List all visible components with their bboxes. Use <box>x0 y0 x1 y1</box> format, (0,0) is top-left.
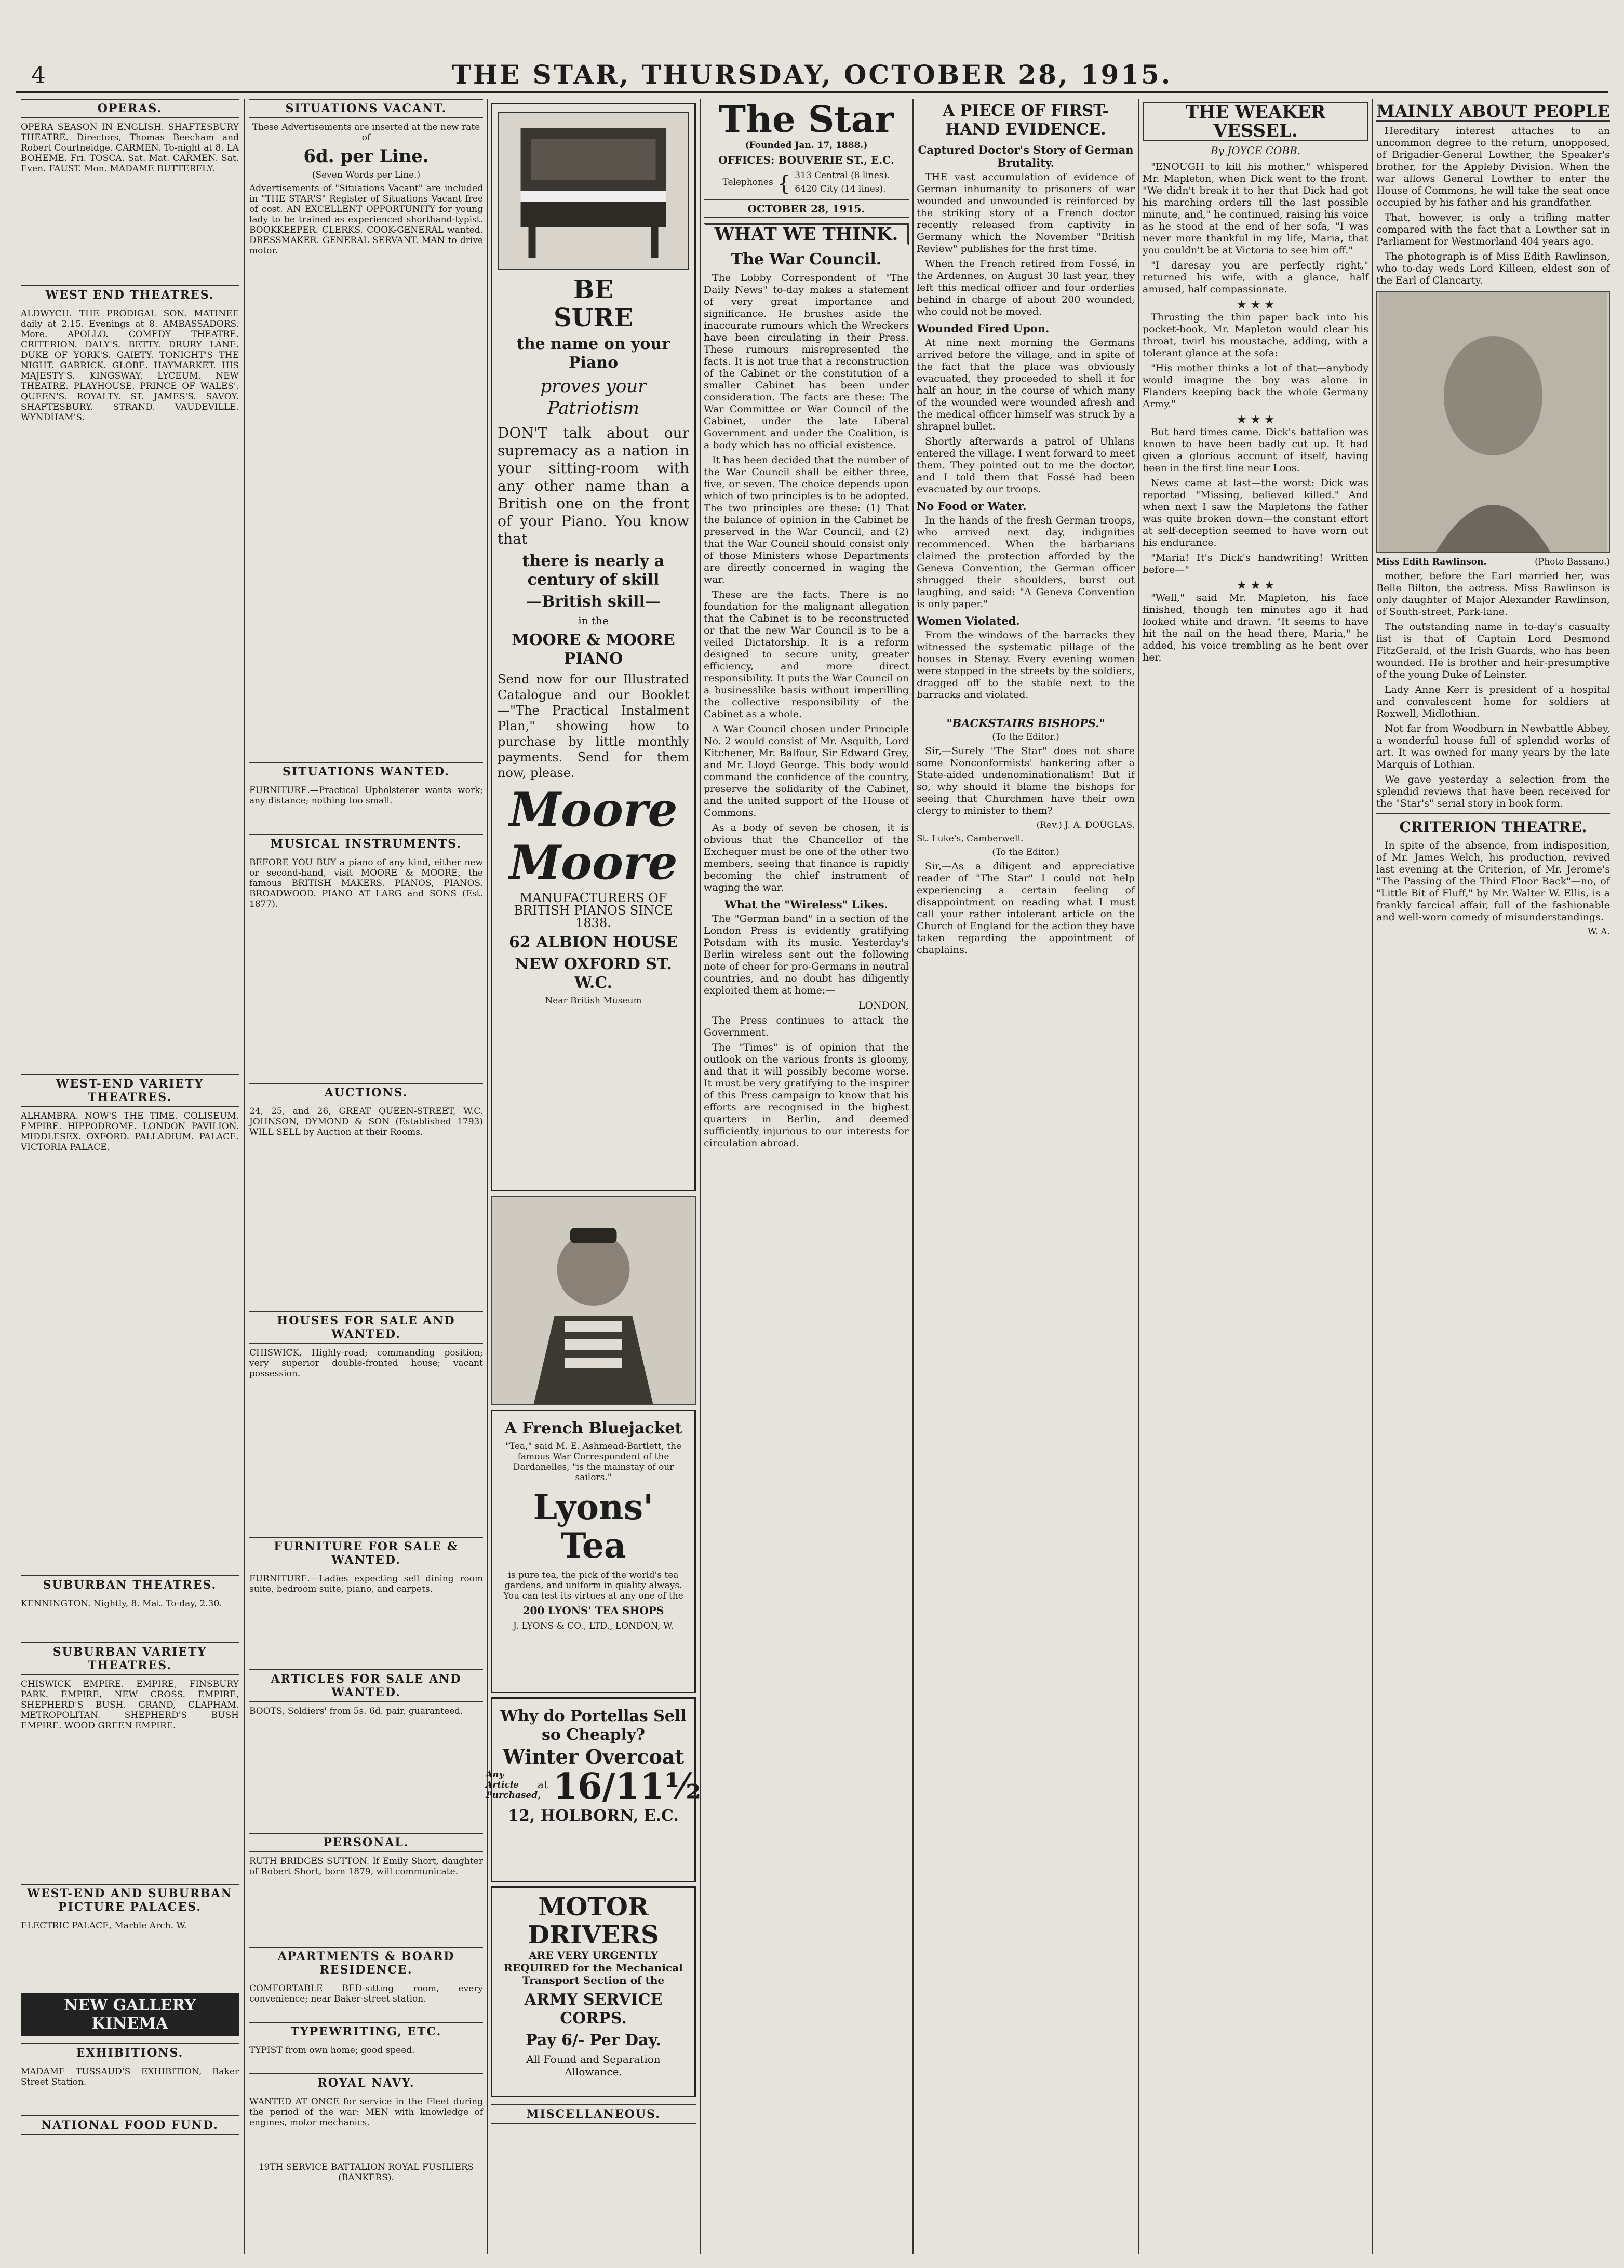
portrait-photo <box>1376 291 1610 553</box>
letter-paragraph: Sir,—Surely "The Star" does not share some Nonconformists' hankering after a State-aided undenominationalism! But if so, why should it blame the bishops for seeing that Churchmen have their own clergy to minister to them? <box>917 745 1135 816</box>
sure-heading: SURE <box>554 303 633 332</box>
column-rule <box>244 99 245 2254</box>
telephone-city: 6420 City (14 lines). <box>795 184 886 194</box>
women-violated-subhead: Women Violated. <box>917 614 1020 627</box>
personal-heading: PERSONAL. <box>249 1833 483 1852</box>
photo-caption: Miss Edith Rawlinson. <box>1376 557 1487 567</box>
west-end-heading: WEST END THEATRES. <box>21 285 239 304</box>
advert-column <box>486 99 701 2254</box>
suburban-variety-listing: CHISWICK EMPIRE. EMPIRE, FINSBURY PARK. EMPIRE, NEW CROSS. EMPIRE, SHEPHERD'S BUSH. GRAND, CLAPHAM. METROPOLITAN. SHEPHERD'S BUSH EMPIRE. WOOD GREEN EMPIRE. <box>21 1679 239 1731</box>
rate-note: These Advertisements are inserted at the new rate of <box>252 122 480 143</box>
situations-vacant-heading: SITUATIONS VACANT. <box>249 99 483 118</box>
lyons-headline: A French Bluejacket <box>504 1419 682 1438</box>
found-line: All Found and Separation Allowance. <box>526 2053 661 2078</box>
story-paragraph: News came at last—the worst: Dick was reported "Missing, believed killed." And when next I saw the Mapletons the father was quite broken down—the constant effort at self-deception seemed to have worn out his endurance. <box>1143 477 1368 548</box>
story-byline: By JOYCE COBB. <box>1210 144 1301 157</box>
page-header <box>16 52 1608 93</box>
portellas-advert <box>486 1697 701 1882</box>
leader-paragraph: As a body of seven be chosen, it is obvious that the Chancellor of the Exchequer must be one of the other two members, seeing that finance is rapidly becoming the chief instrument of waging the war. <box>704 822 909 893</box>
name-on-piano: the name on your Piano <box>516 335 670 372</box>
separator-stars: ★ ★ ★ <box>1236 299 1275 312</box>
moore-logo-bottom: Moore <box>509 835 678 890</box>
telephone-lines <box>795 170 890 197</box>
article-paragraph: At nine next morning the Germans arrived before the village, and in spite of the fact that the place was obviously evacuated, they proceeded to shell it for half an hour, in the course of which many of the wounded were wounded afresh and the medical officer himself was struck by a shrapnel bullet. <box>917 337 1135 432</box>
houses-heading: HOUSES FOR SALE AND WANTED. <box>249 1311 483 1344</box>
story-paragraph: But hard times came. Dick's battalion was known to have been badly cut up. It had given a glorious account of itself, having been in the first line near Loos. <box>1143 426 1368 474</box>
musical-heading: MUSICAL INSTRUMENTS. <box>249 834 483 853</box>
articles-heading: ARTICLES FOR SALE AND WANTED. <box>249 1669 483 1702</box>
people-paragraph: The photograph is of Miss Edith Rawlinson, who to-day weds Lord Killeen, eldest son of the Earl of Clancarty. <box>1376 251 1610 286</box>
variety-heading: WEST-END VARIETY THEATRES. <box>21 1074 239 1107</box>
what-we-think-heading: WHAT WE THINK. <box>704 223 909 245</box>
leader-paragraph: It has been decided that the number of the War Council shall be either three, five, or seven. The choice depends upon which of two principles is to be adopted. The two principles are these: (1) That the balance of opinion in the Cabinet be preserved in the War Council, and (2) that the War Council should consist only of those Ministers whose Departments are directly concerned in waging the war. <box>704 454 909 585</box>
price: 16/11½ <box>553 1766 701 1807</box>
situations-wanted-listing: FURNITURE.—Practical Upholsterer wants work; any distance; nothing too small. <box>249 785 483 806</box>
exhibitions-heading: EXHIBITIONS. <box>21 2043 239 2062</box>
lyons-body: is pure tea, the pick of the world's tea gardens, and uniform in quality always. You can test its virtues at any one of the <box>503 1570 683 1601</box>
typewriting-heading: TYPEWRITING, ETC. <box>249 2022 483 2041</box>
story-paragraph: "His mother thinks a lot of that—anybody would imagine the boy was alone in Flanders keeping back the whole Germany Army." <box>1143 363 1368 410</box>
telephone-central: 313 Central (8 lines). <box>795 170 890 181</box>
story-paragraph: "ENOUGH to kill his mother," whispered Mr. Mapleton, when Dick went to the front. "We didn't break it to her that Dick had got his marching orders till the last possible minute, and," he continued, raising his voice as he stood at the end of her sofa, "I was never more thankful in my life, Maria, that you couldn't be at Victoria to see him off." <box>1143 161 1368 256</box>
piano-illustration <box>498 112 689 270</box>
winter-overcoat: Winter Overcoat <box>502 1745 685 1768</box>
suburban-theatres-heading: SUBURBAN THEATRES. <box>21 1575 239 1594</box>
evidence-headline: A PIECE OF FIRST-HAND EVIDENCE. <box>943 102 1109 139</box>
article-paragraph: When the French retired from Fossé, in the Ardennes, on August 30 last year, they left this medical officer and four orderlies behind in charge of about 200 wounded, who could not be moved. <box>917 258 1135 317</box>
lyons-tea-advert <box>491 1410 696 1693</box>
article-paragraph: THE vast accumulation of evidence of German inhumanity to prisoners of war wounded and unwounded is reinforced by the striking story of a French doctor recently released from captivity in Germany which the November "British Review" publishes for the first time. <box>917 171 1135 254</box>
criterion-heading: CRITERION THEATRE. <box>1376 813 1610 837</box>
evidence-column <box>917 99 1135 2254</box>
star-masthead <box>704 99 909 140</box>
classifieds-column <box>249 99 483 2254</box>
operas-listing: OPERA SEASON IN ENGLISH. SHAFTESBURY THEATRE. Directors, Thomas Beecham and Robert Courtneidge. CARMEN. To-night at 8. LA BOHEME. Fri. TOSCA. Sat. Mat. CARMEN. Sat. Even. FAUST. Mon. MADAME BUTTERFLY. <box>21 122 239 174</box>
telephones-row <box>704 170 909 197</box>
war-council-heading: The War Council. <box>731 250 882 269</box>
motor-drivers-heading: MOTOR DRIVERS <box>528 1893 659 1950</box>
offices-line: OFFICES: BOUVERIE ST., E.C. <box>718 154 894 166</box>
wireless-heading: What the "Wireless" Likes. <box>724 898 888 911</box>
sailor-icon <box>492 1197 695 1404</box>
houses-listing: CHISWICK, Highly-road; commanding position; very superior double-fronted house; vacant possession. <box>249 1348 483 1379</box>
century-of-skill: there is nearly a century of skill <box>522 552 665 589</box>
articles-listing: BOOTS, Soldiers' from 5s. 6d. pair, guaranteed. <box>249 1706 463 1716</box>
people-paragraph: Not far from Woodburn in Newbattle Abbey, a wonderful house full of splendid works of art. It was owned for many years by the late Marquis of Lothian. <box>1376 723 1610 770</box>
lyons-footer: J. LYONS & CO., LTD., LONDON, W. <box>513 1621 674 1631</box>
founded-line: (Founded Jan. 17, 1888.) <box>745 140 868 151</box>
suburban-theatres-listing: KENNINGTON. Nightly, 8. Mat. To-day, 2.30. <box>21 1599 222 1609</box>
portellas-address: 12, HOLBORN, E.C. <box>508 1807 679 1825</box>
manufacturers-line: MANUFACTURERS OF BRITISH PIANOS SINCE 1838. <box>514 891 673 930</box>
story-paragraph: Thrusting the thin paper back into his pocket-book, Mr. Mapleton would clear his throat, twirl his moustache, adding, with a tolerant glance at the sofa: <box>1143 312 1368 359</box>
leader-column <box>704 99 909 2254</box>
telephones-label: Telephones <box>722 177 773 187</box>
people-paragraph: Lady Anne Kerr is president of a hospital and convalescent home for soldiers at Roxwell, Midlothian. <box>1376 684 1610 719</box>
photo-credit: (Photo Bassano.) <box>1535 557 1610 567</box>
backstairs-heading: "BACKSTAIRS BISHOPS." <box>946 717 1105 730</box>
miscellaneous-heading: MISCELLANEOUS. <box>491 2104 696 2124</box>
portellas-question: Why do Portellas Sell so Cheaply? <box>500 1707 687 1744</box>
leader-paragraph: The "Times" is of opinion that the outlook on the various fronts is gloomy, and that it will possibly become worse. It must be very gratifying to the inspirer of this Press campaign to know that his efforts are recognised in the highest quarters in Berlin, and deemed sufficiently injurious to our interests for circulation abroad. <box>704 1042 909 1149</box>
motor-drivers-sub: ARE VERY URGENTLY REQUIRED for the Mechanical Transport Section of the <box>504 1949 683 1987</box>
musical-listing: BEFORE YOU BUY a piano of any kind, either new or second-hand, visit MOORE & MOORE, the famous BRITISH MAKERS. PIANOS, PIANOS. BROADWOOD. PIANO AT LARG and SONS (Est. 1877). <box>249 857 483 909</box>
issue-date: OCTOBER 28, 1915. <box>704 199 909 218</box>
to-editor: (To the Editor.) <box>992 847 1059 857</box>
motor-drivers-advert <box>491 1886 696 2097</box>
moore-logo-top: Moore <box>509 782 678 837</box>
situations-listing: Advertisements of "Situations Vacant" are included in "THE STAR'S" Register of Situations Vacant free of cost. AN EXCELLENT OPPORTUNITY for young lady to be trained as experienced shorthand-typist. BOOKKEEPER. CLERKS. COOK-GENERAL wanted. DRESSMAKER. GENERAL SERVANT. MAN to drive motor. <box>249 183 483 256</box>
be-heading: BE <box>573 275 614 304</box>
west-end-listing: ALDWYCH. THE PRODIGAL SON. MATINEE daily at 2.15. Evenings at 8. AMBASSADORS. More. APOLLO. COMEDY THEATRE. CRITERION. DALY'S. BETTY. DRURY LANE. DUKE OF YORK'S. GAIETY. TONIGHT'S THE NIGHT. GARRICK. GLOBE. HAYMARKET. HIS MAJESTY'S. KINGSWAY. LYCEUM. NEW THEATRE. PLAYHOUSE. PRINCE OF WALES'. QUEEN'S. ROYALTY. ST. JAMES'S. SAVOY. SHAFTESBURY. STRAND. VAUDEVILLE. WYNDHAM'S. <box>21 308 239 423</box>
story-column <box>1143 99 1368 2254</box>
dont-talk-text: DON'T talk about our supremacy as a nation in your sitting-room with any other name than a British one on the front of your Piano. You know that <box>498 424 689 547</box>
header-rule <box>16 91 1608 93</box>
people-paragraph: That, however, is only a trifling matter compared with the fact that a Lowther sat in Parliament for Westmorland 404 years ago. <box>1376 212 1610 247</box>
page-title: THE STAR, THURSDAY, OCTOBER 28, 1915. <box>451 59 1173 90</box>
separator-stars: ★ ★ ★ <box>1236 579 1275 592</box>
leader-paragraph: The Lobby Correspondent of "The Daily News" to-day makes a statement of very great importance and significance. He brushes aside the inaccurate rumours which the Wreckers have been circulating in their Press. These rumours misrepresented the facts. It is not true that a reconstruction of the Cabinet or the constitution of a smaller Cabinet has been under consideration. The facts are these: The War Committee or War Council of the Cabinet, under the late Liberal Government and under the Coalition, is a body which has no official existence. <box>704 272 909 451</box>
wounded-fired-subhead: Wounded Fired Upon. <box>917 322 1050 335</box>
brace-glyph: { <box>777 172 791 196</box>
leader-paragraph: These are the facts. There is no foundation for the malignant allegation that the Cabinet is to be reconstructed or that the new War Council is to be a veiled Dictatorship. It is a reform designed to secure unity, greater efficiency, and more direct responsibility. It puts the War Council on a businesslike basis without imperilling the collective responsibility of the Cabinet as a whole. <box>704 589 909 720</box>
suburban-variety-heading: SUBURBAN VARIETY THEATRES. <box>21 1642 239 1675</box>
situations-wanted-heading: SITUATIONS WANTED. <box>249 762 483 781</box>
personal-listing: RUTH BRIDGES SUTTON. If Emily Short, daughter of Robert Short, born 1879, will communicate. <box>249 1856 483 1877</box>
people-paragraph: The outstanding name in to-day's casualty list is that of Captain Lord Desmond FitzGerald, of the Irish Guards, who has been wounded. He is brother and heir-presumptive of the young Duke of Leinster. <box>1376 621 1610 680</box>
people-column <box>1376 99 1610 2254</box>
furniture-heading: FURNITURE FOR SALE & WANTED. <box>249 1537 483 1569</box>
leader-paragraph: The Press continues to attack the Government. <box>704 1015 909 1038</box>
navy-heading: ROYAL NAVY. <box>249 2073 483 2092</box>
letter-place: St. Luke's, Camberwell. <box>917 834 1024 844</box>
address-line-2: NEW OXFORD ST. W.C. <box>515 955 672 992</box>
review-paragraph: In spite of the absence, from indisposition, of Mr. James Welch, his production, revived last evening at the Criterion, of Mr. Jerome's "The Passing of the Third Floor Back"—no, of "Little Bit of Fluff," by Mr. Walter W. Ellis, is a frankly farcical affair, full of the fashionable and well-worn comedy of misunderstandings. <box>1376 840 1610 923</box>
lyons-tea-logo: Lyons' Tea <box>533 1487 654 1566</box>
auctions-listing: 24, 25, and 26, GREAT QUEEN-STREET, W.C. JOHNSON, DYMOND & SON (Established 1793) WILL SELL by Auction at their Rooms. <box>249 1106 483 1137</box>
lyons-shops: 200 LYONS' TEA SHOPS <box>522 1604 664 1617</box>
article-paragraph: From the windows of the barracks they witnessed the systematic pillage of the houses in Stenay. Every evening women were stopped in the streets by the soldiers, dragged off to the stable next to the barracks and violated. <box>917 629 1135 701</box>
near-museum: Near British Museum <box>545 996 642 1006</box>
story-paragraph: "I daresay you are perfectly right," returned his wife, with a glance, half amused, half compassionate. <box>1143 260 1368 295</box>
proves-patriotism: proves your Patriotism <box>540 376 647 419</box>
evidence-deck: Captured Doctor's Story of German Brutality. <box>918 143 1134 169</box>
story-paragraph: "Well," said Mr. Mapleton, his face finished, though ten minutes ago it had looked white and drawn. "It seems to have hit the nail on the head there, Maria," he added, his voice trembling as he bent over her. <box>1143 592 1368 663</box>
price-row <box>486 1766 701 1807</box>
battalion-notice: 19TH SERVICE BATTALION ROYAL FUSILIERS (BANKERS). <box>258 2162 474 2183</box>
operas-heading: OPERAS. <box>21 99 239 118</box>
army-service-corps: ARMY SERVICE CORPS. <box>524 1991 663 2028</box>
article-paragraph: Shortly afterwards a patrol of Uhlans entered the village. I went forward to meet them. They pointed out to me the doctor, and I told them that Fossé had been evacuated by our troops. <box>917 436 1135 495</box>
pay-line: Pay 6/- Per Day. <box>526 2031 661 2049</box>
picture-palaces-heading: WEST-END AND SUBURBAN PICTURE PALACES. <box>21 1884 239 1916</box>
column-rule <box>1372 99 1373 2254</box>
to-editor: (To the Editor.) <box>992 732 1059 742</box>
page-number: 4 <box>31 62 46 89</box>
column-rule <box>700 99 701 2254</box>
exhibitions-listing: MADAME TUSSAUD'S EXHIBITION, Baker Street Station. <box>21 2066 239 2087</box>
address-line-1: 62 ALBION HOUSE <box>508 933 678 951</box>
piano-icon <box>499 113 688 269</box>
letter-paragraph: Sir,—As a diligent and appreciative reader of "The Star" I could not help experiencing a certain feeling of disappointment on reading what I must call your rather intolerant article on the Church of England for the action they have taken regarding the appointment of chaplains. <box>917 861 1135 956</box>
no-food-subhead: No Food or Water. <box>917 500 1027 513</box>
in-the: in the <box>578 614 609 627</box>
column-rule <box>912 99 914 2254</box>
apartments-listing: COMFORTABLE BED-sitting room, every convenience; near Baker-street station. <box>249 1983 483 2004</box>
letter-signature: (Rev.) J. A. DOUGLAS. <box>1036 820 1135 830</box>
london-dateline: LONDON, <box>858 1000 909 1011</box>
column-rule <box>487 99 488 2254</box>
bluejacket-illustration <box>491 1196 696 1405</box>
furniture-listing: FURNITURE.—Ladies expecting sell dining room suite, bedroom suite, piano, and carpets. <box>249 1574 483 1594</box>
leader-paragraph: The "German band" in a section of the London Press is evidently gratifying Potsdam with its music. Yesterday's Berlin wireless sent out the following note of cheer for pro-Germans in neutral countries, and no doubt has diligently exploited them at home:— <box>704 913 909 996</box>
british-skill: —British skill— <box>526 593 661 611</box>
any-article: Any Article Purchased, <box>486 1769 541 1801</box>
story-paragraph: "Maria! It's Dick's handwriting! Written before—" <box>1143 552 1368 575</box>
food-fund-heading: NATIONAL FOOD FUND. <box>21 2115 239 2135</box>
price-at: at <box>538 1778 548 1791</box>
people-paragraph: Hereditary interest attaches to an uncommon degree to the return, unopposed, of Brigadier-General Lowther, the Speaker's brother, for the Appleby Division. When the war allows General Lowther to enter the House of Commons, he will take the seat once occupied by his father and his grandfather. <box>1376 125 1610 208</box>
rate-price: 6d. per Line. <box>303 146 429 167</box>
kinema-banner: NEW GALLERY KINEMA <box>21 1993 239 2036</box>
people-paragraph: mother, before the Earl married her, was Belle Bilton, the actress. Miss Rawlinson is only daughter of Major Alexander Rawlinson, of South-street, Park-lane. <box>1376 570 1610 618</box>
people-paragraph: We gave yesterday a selection from the splendid reviews that have been received for the "Star's" serial story in book form. <box>1376 774 1610 809</box>
separator-stars: ★ ★ ★ <box>1236 413 1275 426</box>
review-signature: W. A. <box>1588 927 1610 937</box>
rate-sub: (Seven Words per Line.) <box>312 170 421 180</box>
leader-paragraph: A War Council chosen under Principle No. 2 would consist of Mr. Asquith, Lord Kitchener, Mr. Balfour, Sir Edward Grey, and Mr. Lloyd George. This body would command the confidence of the country, preserve the solidarity of the Cabinet, and the united support of the House of Commons. <box>704 723 909 818</box>
column-rule <box>1138 99 1139 2254</box>
apartments-heading: APARTMENTS & BOARD RESIDENCE. <box>249 1947 483 1979</box>
theatres-column <box>21 99 239 2254</box>
masthead-title: The Star <box>718 98 894 141</box>
article-paragraph: In the hands of the fresh German troops, who arrived next day, indignities recommenced. When the barbarians claimed the protection afforded by the Geneva Convention, the German officer shrugged their shoulders, burst out laughing, and said: "A Geneva Convention is only paper." <box>917 515 1135 610</box>
photo-caption-row <box>1376 557 1610 570</box>
catalogue-offer: Send now for our Illustrated Catalogue and our Booklet—"The Practical Instalment Plan," showing how to purchase by little monthly payments. Send for them now, please. <box>498 672 689 780</box>
people-headline: MAINLY ABOUT PEOPLE <box>1376 101 1610 121</box>
auctions-heading: AUCTIONS. <box>249 1083 483 1102</box>
story-headline: THE WEAKER VESSEL. <box>1143 102 1368 141</box>
portrait-icon <box>1377 292 1609 552</box>
variety-listing: ALHAMBRA. NOW'S THE TIME. COLISEUM. EMPIRE. HIPPODROME. LONDON PAVILION. MIDDLESEX. OXFORD. PALLADIUM. PALACE. VICTORIA PALACE. <box>21 1111 239 1152</box>
picture-palaces-listing: ELECTRIC PALACE, Marble Arch. W. <box>21 1921 187 1931</box>
navy-listing: WANTED AT ONCE for service in the Fleet during the period of the war: MEN with knowledge of engines, motor mechanics. <box>249 2097 483 2128</box>
moore-piano-heading: MOORE & MOORE PIANO <box>512 631 675 668</box>
moore-piano-advert <box>491 103 696 1191</box>
typewriting-listing: TYPIST from own home; good speed. <box>249 2045 415 2056</box>
lyons-quote: "Tea," said M. E. Ashmead-Bartlett, the famous War Correspondent of the Dardanelles, "is the mainstay of our sailors." <box>505 1441 681 1483</box>
